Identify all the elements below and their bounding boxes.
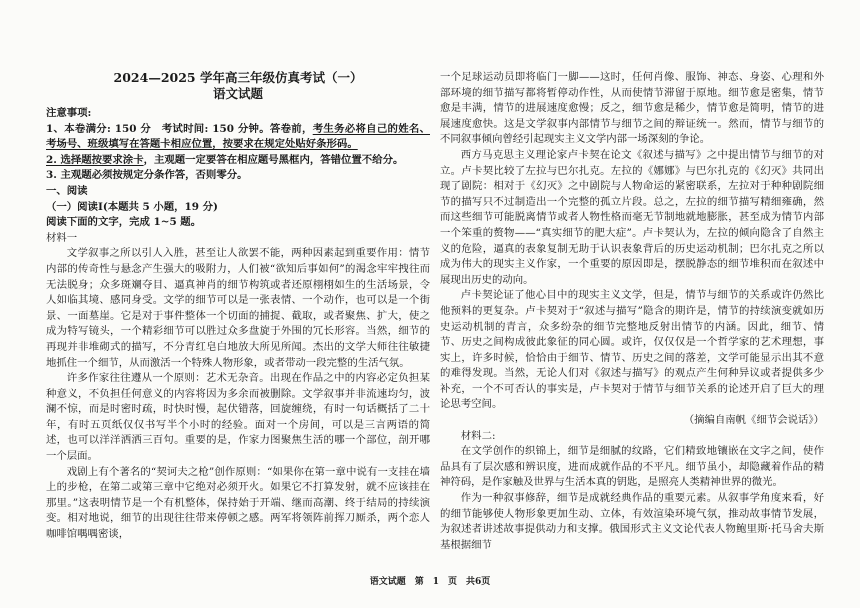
material-1-label: 材料一 <box>46 231 78 244</box>
paragraph: 许多作家往往遵从一个原则：艺术无杂音。出现在作品之中的内容必定负担某种意义，不负担任何意义的内容将因为多余而被删除。文学叙事并非流速均匀，波澜不惊，而是时密时疏，时快时慢，起伏错落，回旋缠绕，有时一句话概括了二十年，有时五页纸仅仅书写半个小时的经验。面对一个房间，可以是三言两语的简述，也可以洋洋洒洒三百句。重要的是，作家力图聚焦生活的哪一个部位，剖开哪一个层面。 <box>46 372 430 463</box>
reading-instruction: 阅读下面的文字，完成 1~5 题。 <box>46 216 202 229</box>
notice-item-1-underlined: 考生务必将自己的姓名、考场号、班级填写在答题卡相应位置，按要求在规定处贴好条形码。 <box>46 122 430 151</box>
notice-heading: 注意事项: <box>46 107 92 119</box>
notice-item-2 <box>46 153 430 169</box>
paragraph: 西方马克思主义理论家卢卡契在论文《叙述与描写》之中提出情节与细节的对立。卢卡契比较了左拉与巴尔扎克。左拉的《娜娜》与巴尔扎克的《幻灭》共同出现了剧院：相对于《幻灭》之中剧院与人物命运的紧密联系，左拉对于种种剧院细节的描写只不过制造出一个完整的孤立片段。总之，左拉的细节描写精细雍确，然而这些细节可能脱离情节或者人物性格而毫无节制地就地膨胀，甚至成为情节内部一个笨重的赘物——“真实细节的肥大症”。卢卡契认为，左拉的倾向隐含了自然主义的危险，逼真的表象复制无助于认识表象背后的历史运动机制；巴尔扎克之所以成为伟大的现实主义作家，一个重要的原因即是，摆脱静态的细节堆积而在叙述中展现出历史的动向。 <box>440 148 824 286</box>
paragraph: 一个足球运动员即将临门一脚——这时，任何肖像、服饰、神态、身姿、心理和外部环境的细节描写都将暂停动作性，从而使情节滞留于原地。细节愈是密集，情节愈是丰满，情节的进展速度愈慢；反之，细节愈是稀少，情节愈是简明，情节的进展速度愈快。这是文学叙事内部情节与细节之间的辩证统一。然而，情节与细节的不同叙事倾向曾经引起现实主义文学内部一场深刻的争论。 <box>440 71 824 146</box>
paragraph: 在文学创作的织锦上，细节是细腻的纹路，它们精致地镶嵌在文字之间，使作品具有了层次感和辨识度，进而成就作品的不平凡。细节虽小，却隐藏着作品的精神符码，是作家触及世界与生活本真的钥匙，是照亮人类精神世界的微光。 <box>440 445 824 489</box>
notice-item-3: 3. 主观题必须按规定分条作答，否则零分。 <box>46 169 248 182</box>
notice-item-2-rest: ，主观题一定要答在相应题号黑框内，答错位置不给分。 <box>143 153 404 166</box>
page-footer: 语文试题 第 1 页 共6页 <box>369 577 491 587</box>
citation: （摘编自南帆《细节会说话》） <box>683 414 824 427</box>
left-column <box>46 70 430 543</box>
material-2-label: 材料二: <box>460 429 496 442</box>
notice-item-1 <box>46 122 430 153</box>
notice-item-2-underlined: 2. 选择题按要求涂卡 <box>46 153 144 166</box>
notice-item-1-lead: 1、本卷满分: 150 分 考试时间: 150 分钟。答卷前， <box>46 122 313 135</box>
paragraph: 戏剧上有个著名的“契诃夫之枪”创作原则：“如果你在第一章中说有一支挂在墙上的步枪，在第二或第三章中它绝对必须开火。如果它不打算发射，就不应该挂在那里。”这表明情节是一个有机整体，保持始于开端、继而高潮、终于结局的持续演变。相对地说，细节的出现往往带来停顿之感。两军将领阵前挥刀厮杀，两个恋人咖啡馆喁喁密谈， <box>46 465 430 541</box>
section-part1: 一、阅读 <box>46 184 88 197</box>
exam-title: 2024—2025 学年高三年级仿真考试（一） <box>113 70 363 85</box>
paragraph: 文学叙事之所以引人入胜，甚至让人欲罢不能，两种因素起到重要作用：情节内部的传奇性与悬念产生强大的吸附力，人们被“欲知后事如何”的渴念牢牢拽往而无法脱身；众多斑斓夺目、逼真神肖的细节构筑或者还原栩栩如生的生活场景，令人如临其境、感同身受。文学的细节可以是一张表情、一个动作，也可以是一个街景、一面墓崖。它是对于事件整体一个切面的捕捉、截取，或者聚焦、扩大，使之成为特写镜头，一个精彩细节可以胜过众多盘旋于外围的冗长形容。当然，细节的再现并非堆砌式的描写，不分青红皂白地放大所见所闻。杰出的文学大师往往敏捷地抓住一个细节，从而激活一个特殊人物形象，或者带动一段完整的生活气氛。 <box>46 247 430 369</box>
exam-subject: 语文试题 <box>212 86 263 101</box>
paragraph: 卢卡契论证了他心目中的现实主义文学，但是，情节与细节的关系或许仍然比他预料的更复杂。卢卡契对于“叙述与描写”隐含的期许是，情节的持续演变就如历史运动机制的青言，众多纷杂的细节完整地反射出情节的内涵。因此，细节、情节、历史之间构成彼此象征的同心圆。或许，仅仅仅是一个哲学家的艺术理想，事实上，许多时候，恰恰由于细节、情节、历史之间的落差，文学可能显示出其不意的难得发现。当然，无论人们对《叙述与描写》的观点产生何种异议或者提供多少补充，一个不可否认的事实是，卢卡契对于情节与细节关系的论述开启了巨大的理论思考空间。 <box>440 289 824 411</box>
section-part1-sub: （一）阅读Ⅰ(本题共 5 小题，19 分) <box>46 200 218 213</box>
right-column <box>440 70 824 553</box>
paragraph: 作为一种叙事修辞，细节是成就经典作品的重要元素。从叙事学角度来看，好的细节能够使人物形象更加生动、立体，有效渲染环境气氛，推动故事情节发展，为叙述者讲述故事提供动力和支撑。俄国形式主义文论代表人物鲍里斯·托马舍夫斯基根据细节 <box>440 492 824 551</box>
